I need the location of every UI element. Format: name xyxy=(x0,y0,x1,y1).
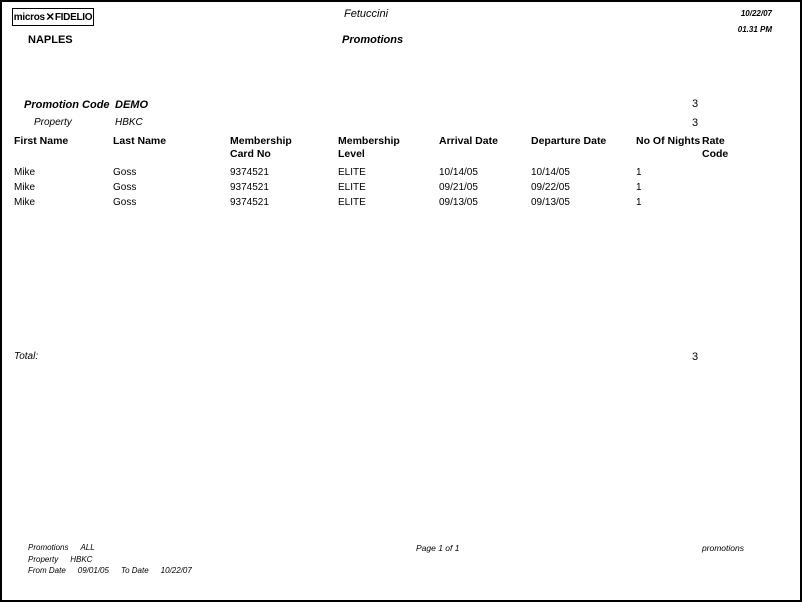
table-header-row xyxy=(2,135,800,165)
promotion-code-label: Promotion Code xyxy=(24,99,110,111)
cell-membership-level: ELITE xyxy=(338,197,366,208)
cell-arrival-date: 09/21/05 xyxy=(439,182,478,193)
logo-text-micros: micros xyxy=(13,11,45,23)
footer-to-date-label: To Date xyxy=(120,566,149,575)
promotions-table xyxy=(2,135,800,363)
cell-membership-level: ELITE xyxy=(338,167,366,178)
footer-to-date-value: 10/22/07 xyxy=(160,566,192,575)
footer-from-date-label: From Date xyxy=(28,566,66,575)
footer-filters xyxy=(28,542,192,577)
print-time: 01.31 PM xyxy=(737,25,772,34)
cell-last-name: Goss xyxy=(113,182,137,193)
footer-promotions-filter xyxy=(28,542,192,554)
footer-property-value: HBKC xyxy=(70,554,93,564)
cell-membership-card-no: 9374521 xyxy=(230,197,269,208)
total-label: Total: xyxy=(14,351,39,362)
cell-first-name: Mike xyxy=(14,182,36,193)
cell-membership-level: ELITE xyxy=(338,182,366,193)
cell-departure-date: 09/22/05 xyxy=(531,182,570,193)
column-header-last-name: Last Name xyxy=(113,135,167,147)
column-header-membership-level: Membership Level xyxy=(338,135,400,160)
property-value: HBKC xyxy=(115,117,143,128)
cell-no-of-nights: 1 xyxy=(636,167,642,178)
column-header-no-of-nights: No Of Nights xyxy=(636,135,701,147)
cell-first-name: Mike xyxy=(14,197,36,208)
cell-arrival-date: 10/14/05 xyxy=(439,167,478,178)
cell-arrival-date: 09/13/05 xyxy=(439,197,478,208)
cell-no-of-nights: 1 xyxy=(636,197,642,208)
cell-last-name: Goss xyxy=(113,167,137,178)
property-count: 3 xyxy=(692,117,699,129)
promotion-code-count: 3 xyxy=(692,98,699,110)
footer-date-range-filter xyxy=(28,565,192,577)
column-header-membership-card-no: Membership Card No xyxy=(230,135,292,160)
hotel-name: NAPLES xyxy=(28,34,73,46)
property-label: Property xyxy=(34,117,72,128)
logo-text-fidelio: FIDELIO xyxy=(54,11,93,23)
footer-promotions-label: Promotions xyxy=(28,543,69,552)
column-header-arrival-date: Arrival Date xyxy=(439,135,498,147)
table-row xyxy=(2,165,800,180)
table-row xyxy=(2,195,800,210)
cell-departure-date: 09/13/05 xyxy=(531,197,570,208)
column-header-departure-date: Departure Date xyxy=(531,135,607,147)
micros-fidelio-logo xyxy=(12,8,94,26)
report-subtitle: Promotions xyxy=(342,34,404,46)
table-row xyxy=(2,180,800,195)
footer-property-filter xyxy=(28,554,192,566)
print-date: 10/22/07 xyxy=(740,9,772,18)
cell-last-name: Goss xyxy=(113,197,137,208)
column-header-rate-code: Rate Code xyxy=(702,135,729,160)
footer-property-label: Property xyxy=(28,554,59,564)
report-canvas xyxy=(2,2,800,600)
cell-first-name: Mike xyxy=(14,167,36,178)
report-title: Fetuccini xyxy=(344,8,389,20)
logo-separator-icon: ✕ xyxy=(45,10,55,24)
page-number: Page 1 of 1 xyxy=(416,543,460,553)
footer-promotions-value: ALL xyxy=(80,543,95,552)
total-value: 3 xyxy=(692,351,699,363)
column-header-first-name: First Name xyxy=(14,135,69,147)
promotion-code-value: DEMO xyxy=(115,99,148,111)
cell-membership-card-no: 9374521 xyxy=(230,167,269,178)
cell-no-of-nights: 1 xyxy=(636,182,642,193)
footer-from-date-value: 09/01/05 xyxy=(77,566,109,575)
cell-departure-date: 10/14/05 xyxy=(531,167,570,178)
report-file-name: promotions xyxy=(701,543,744,553)
cell-membership-card-no: 9374521 xyxy=(230,182,269,193)
